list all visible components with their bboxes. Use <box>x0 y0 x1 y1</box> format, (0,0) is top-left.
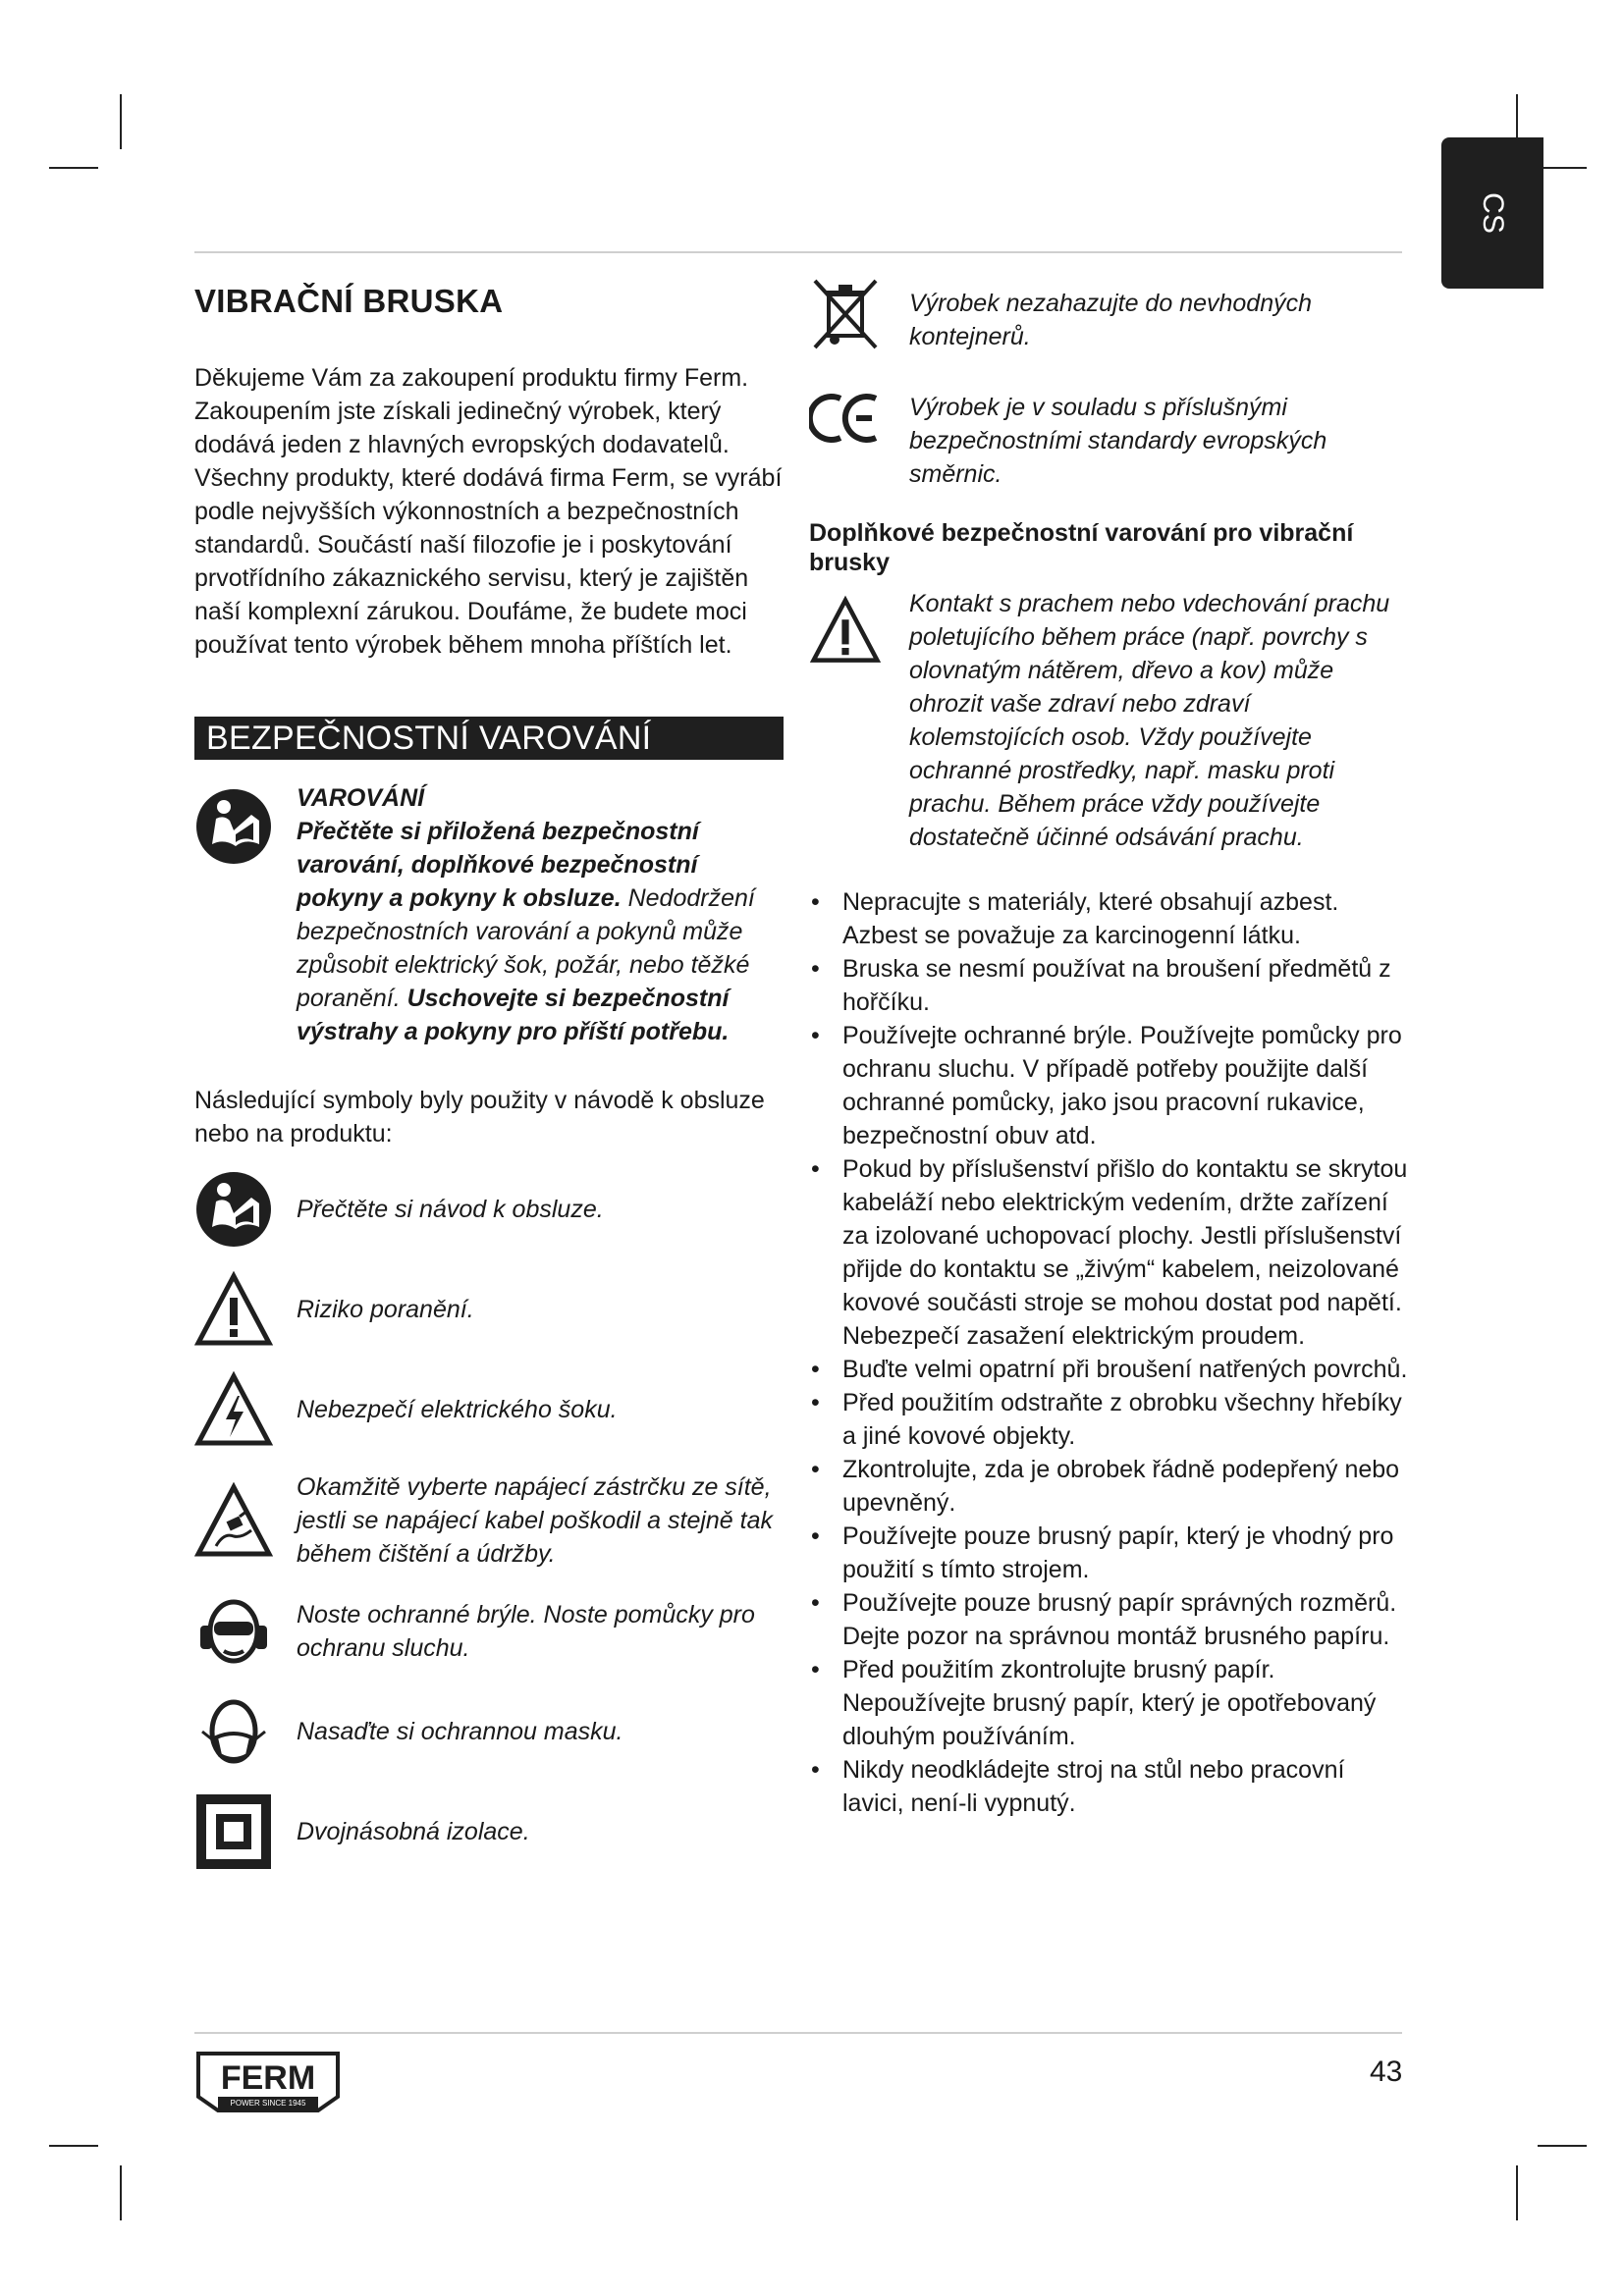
symbol-text: Dvojnásobná izolace. <box>297 1818 530 1845</box>
right-column <box>809 275 1410 1820</box>
symbol-text: Riziko poranění. <box>297 1296 474 1323</box>
dust-mask-icon <box>194 1692 273 1771</box>
ferm-logo <box>194 2050 342 2119</box>
warning-normal: Nedodržení bezpečnostních varování a pokynů může způsobit elektrický šok, požár, nebo těžké poranění. <box>297 884 755 1012</box>
header-rule <box>194 251 1402 253</box>
double-insulation-icon <box>194 1792 273 1871</box>
page-number: 43 <box>1370 2056 1403 2088</box>
language-tab <box>1441 137 1543 289</box>
symbol-row <box>809 275 1410 353</box>
symbols-intro: Následující symboly byly použity v návodě k obsluze nebo na produktu: <box>194 1087 765 1148</box>
symbol-row <box>194 1170 784 1249</box>
symbol-text: Výrobek je v souladu s příslušnými bezpečnostními standardy evropských směrnic. <box>909 394 1327 488</box>
list-item: • Používejte ochranné brýle. Používejte pomůcky pro ochranu sluchu. V případě potřeby použijte další ochranné pomůcky, jako jsou pracovní rukavice, bezpečnostní obuv atd. <box>809 1019 1410 1152</box>
logo-tagline: POWER SINCE 1945 <box>230 2099 306 2108</box>
read-manual-icon <box>194 1170 273 1249</box>
general-warning <box>194 781 784 1048</box>
crop-mark <box>1538 167 1587 169</box>
safety-bullet-list <box>809 885 1410 1820</box>
list-item: • Bruska se nesmí používat na broušení předmětů z hořčíku. <box>809 952 1410 1019</box>
symbol-text: Výrobek nezahazujte do nevhodných kontejnerů. <box>909 290 1313 350</box>
symbol-row <box>194 1370 784 1449</box>
warning-bold-2: Uschovejte si bezpečnostní výstrahy a pokyny pro příští potřebu. <box>297 985 730 1045</box>
crossed-bin-icon <box>809 275 882 353</box>
footer-rule <box>194 2032 1402 2034</box>
symbol-text: Noste ochranné brýle. Noste pomůcky pro ochranu sluchu. <box>297 1601 755 1662</box>
crop-mark <box>120 2165 122 2220</box>
symbol-row <box>194 1692 784 1771</box>
section-banner: BEZPEČNOSTNÍ VAROVÁNÍ <box>194 717 784 760</box>
list-item: • Pokud by příslušenství přišlo do kontaktu se skrytou kabeláží nebo elektrickým vedením, držte zařízení za izolované uchopovací plochy. Jestli příslušenství přijde do kontaktu se „živým“ kabelem, neizolované kovové součásti stroje se mohou dostat pod napětí. Nebezpečí zasažení elektrickým proudem. <box>809 1152 1410 1353</box>
symbol-row <box>809 379 1410 491</box>
dust-warning <box>809 587 1410 854</box>
unplug-icon <box>194 1481 273 1560</box>
warning-triangle-icon <box>194 1270 273 1349</box>
page-title: VIBRAČNÍ BRUSKA <box>194 283 504 319</box>
list-item: • Nepracujte s materiály, které obsahují azbest. Azbest se považuje za karcinogenní látku. <box>809 885 1410 952</box>
warning-text <box>297 781 784 1048</box>
warning-triangle-icon <box>809 587 882 670</box>
list-item: • Před použitím zkontrolujte brusný papír. Nepoužívejte brusný papír, který je opotřebovaný dlouhým používáním. <box>809 1653 1410 1753</box>
warning-heading: VAROVÁNÍ <box>297 784 425 812</box>
crop-mark <box>1538 2145 1587 2147</box>
symbol-row <box>194 1270 784 1349</box>
warning-bold-1: Přečtěte si přiložená bezpečnostní varování, doplňkové bezpečnostní pokyny a pokyny k obsluze. <box>297 818 699 912</box>
goggles-ear-protection-icon <box>194 1592 273 1671</box>
list-item: • Používejte pouze brusný papír, který je vhodný pro použití s tímto strojem. <box>809 1520 1410 1586</box>
crop-mark <box>120 94 122 149</box>
language-code: CS <box>1477 192 1509 234</box>
symbol-row <box>194 1592 784 1671</box>
left-column <box>194 275 784 1893</box>
logo-text: FERM <box>220 2059 316 2097</box>
read-manual-icon <box>194 781 273 1048</box>
symbol-text: Nasaďte si ochrannou masku. <box>297 1718 623 1745</box>
symbol-row <box>194 1792 784 1871</box>
dust-warning-text: Kontakt s prachem nebo vdechování prachu poletujícího během práce (např. povrchy s olovnatým nátěrem, dřevo a kov) může ohrozit vaše zdraví nebo zdraví kolemstojících osob. Vždy používejte ochranné prostředky, např. masku proti prachu. Během práce vždy používejte dostatečně účinné odsávání prachu. <box>909 590 1390 851</box>
symbol-row <box>194 1470 784 1571</box>
list-item: • Nikdy neodkládejte stroj na stůl nebo pracovní lavici, není-li vypnutý. <box>809 1753 1410 1820</box>
electric-shock-icon <box>194 1370 273 1449</box>
crop-mark <box>1516 2165 1518 2220</box>
ce-mark-icon <box>809 379 882 457</box>
section-subheading: Doplňkové bezpečnostní varování pro vibrační brusky <box>809 519 1354 576</box>
list-item: • Buďte velmi opatrní při broušení natřených povrchů. <box>809 1353 1410 1386</box>
symbol-text: Okamžitě vyberte napájecí zástrčku ze sítě, jestli se napájecí kabel poškodil a stejně tak během čištění a údržby. <box>297 1473 774 1568</box>
symbol-text: Nebezpečí elektrického šoku. <box>297 1396 618 1423</box>
intro-paragraph: Děkujeme Vám za zakoupení produktu firmy Ferm. Zakoupením jste získali jedinečný výrobek, který dodává jeden z hlavných evropských dodavatelů. Všechny produkty, které dodává firma Ferm, se vyrábí podle nejvyšších výkonnostních a bezpečnostních standardů. Součástí naší filozofie je i poskytování prvotřídního zákaznického servisu, který je zajištěn naší komplexní zárukou. Doufáme, že budete moci používat tento výrobek během mnoha příštích let. <box>194 364 783 659</box>
symbol-text: Přečtěte si návod k obsluze. <box>297 1196 604 1223</box>
list-item: • Zkontrolujte, zda je obrobek řádně podepřený nebo upevněný. <box>809 1453 1410 1520</box>
crop-mark <box>49 167 98 169</box>
list-item: • Používejte pouze brusný papír správných rozměrů. Dejte pozor na správnou montáž brusného papíru. <box>809 1586 1410 1653</box>
crop-mark <box>49 2145 98 2147</box>
list-item: • Před použitím odstraňte z obrobku všechny hřebíky a jiné kovové objekty. <box>809 1386 1410 1453</box>
